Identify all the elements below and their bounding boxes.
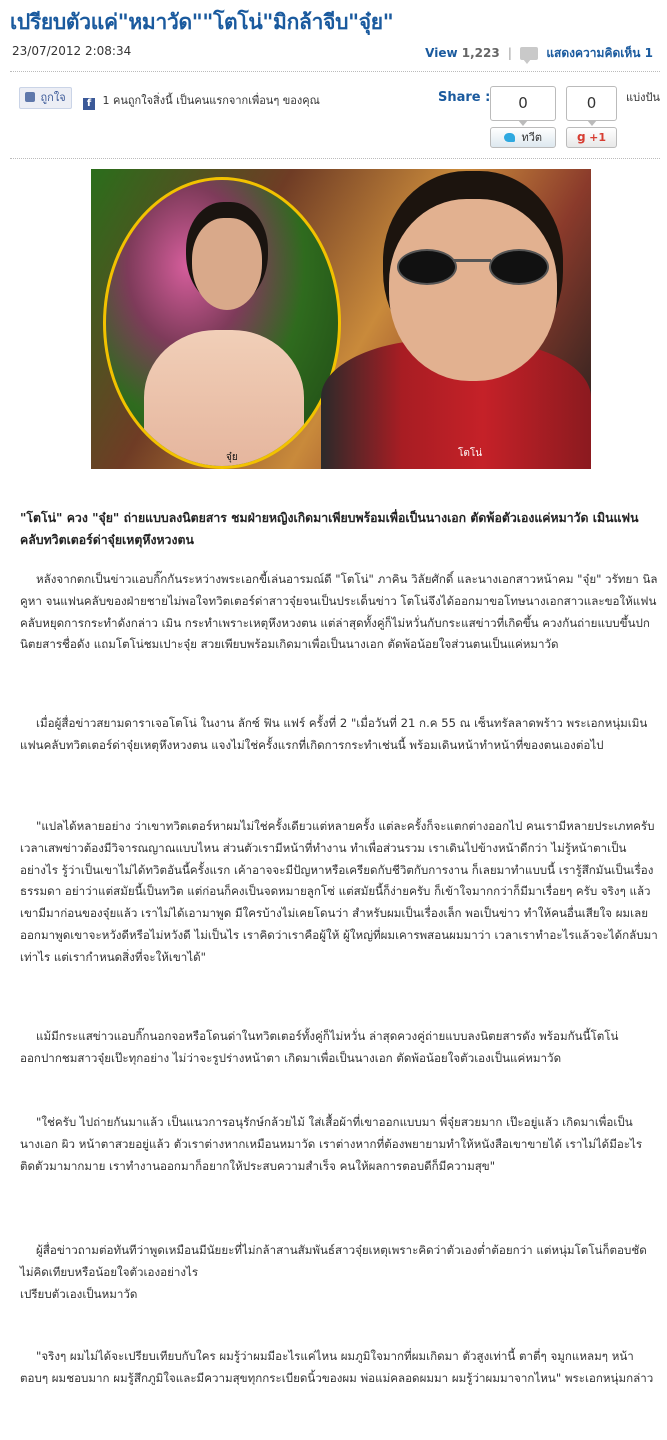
woman-dress — [144, 330, 304, 469]
woman-portrait-oval — [103, 177, 341, 469]
separator: | — [507, 46, 512, 60]
comments-link[interactable]: แสดงความคิดเห็น 1 — [546, 46, 653, 60]
tweet-count-box: 0 — [490, 86, 556, 121]
article-title: เปรียบตัวแค่"หมาวัด""โตโน่"มิกล้าจีบ"จุ๋ย" — [10, 10, 394, 34]
paragraph-6-subline: เปรียบตัวเองเป็นหมาวัด — [20, 1286, 138, 1301]
photo-caption-right: โตโน่ — [458, 448, 483, 459]
views-label: View — [425, 46, 458, 60]
tweet-button[interactable] — [490, 127, 556, 148]
paragraph-1: หลังจากตกเป็นข่าวแอบกิ๊กกันระหว่างพระเอกขี้เล่นอารมณ์ดี "โตโน่" ภาคิน วิลัยศักดิ์ และนางเอกสาวหน้าคม "จุ๋ย" วรัทยา นิลคูหา จนแฟนคลับของฝ่ายชายไม่พอใจทวิตเตอร์ด่าสาวจุ๋ยจนเป็นประเด็นข่าว โตโน่จึงได้ออกมาขอโทษนางเอกสาวและขอให้แฟนคลับหยุดการกระทำดังกล่าว เมิน กระทำเพราะเหตุหึงหวงตน แต่ล่าสุดทั้งคู่ก็ไม่หวั่นกับกระแสข่าวที่เกิดขึ้น ควงกันถ่ายแบบขึ้นปกนิตยสารชื่อดัง แถมโตโน่ชมเปาะจุ๋ย สวยเพียบพร้อมเกิดมาเพื่อเป็นนางเอก ตัดพ้อน้อยใจส่วนตนเป็นแค่หมาวัด — [20, 572, 658, 652]
gplus-button[interactable] — [566, 127, 617, 148]
gplus-count-box: 0 — [566, 86, 617, 121]
divider-social — [10, 158, 660, 159]
paragraph-5: "ใช่ครับ ไปถ่ายกันมาแล้ว เป็นแนวการอนุรักษ์กล้วยไม้ ใส่เสื้อผ้าที่เขาออกแบบมา พี่จุ๋ยสวยมาก เป๊ะอยู่แล้ว เกิดมาเพื่อเป็นนางเอก ผิว หน้าตาสวยอยู่แล้ว ตัวเราต่างหากเหมือนหมาวัด เราต่างหากที่ต้องพยายามทำให้หนังสือเขาขายได้ เราไม่ได้มีอะไรติดตัวมามากมาย เราทำงานออกมาก็อยากให้ประสบความสำเร็จ คนให้ผลการตอบดีก็มีความสุข" — [20, 1115, 643, 1173]
paragraph-2: เมื่อผู้สื่อข่าวสยามดาราเจอโตโน่ ในงาน ลักซ์ ฟิน แฟร์ ครั้งที่ 2 "เมื่อวันที่ 21 ก.ค 55 ณ เซ็นทรัลลาดพร้าว พระเอกหนุ่มเมินแฟนคลับทวิตเตอร์ด่าจุ๋ยเหตุหึงหวงตน แจงไม่ใช่ครั้งแรกที่เกิดการกระทำเช่นนี้ พร้อมเดินหน้าทำหน้าที่ของตนเองต่อไป — [20, 716, 648, 752]
paragraph-3: "แปลได้หลายอย่าง ว่าเขาทวิตเตอร์หาผมไม่ใช่ครั้งเดียวแต่หลายครั้ง แต่ละครั้งก็จะแตกต่างออกไป คนเรามีหลายประเภทครับ เวลาเสพข่าวต้องมีวิจารณญาณแบบไหน ส่วนตัวเรามีหน้าที่ทำงาน ทำเพื่อส่วนรวม เราเดินไปข้างหน้าดีกว่า ไม่รู้หน้าตาเป็นอย่างไร รู้ว่าเป็นเขาไม่ได้ทวิตอันนี้ครั้งแรก เค้าอาจจะมีปัญหาหรือเครียดกับชีวิตกับการงาน ก็เลยมาทำแบบนี้ เรารู้สึกมันเป็นเรื่องธรรมดา อย่าว่าแต่สมัยนี้เป็นทวิต แต่ก่อนก็คงเป็นจดหมายลูกโซ่ แต่สมัยนี้ก็ง่ายครับ ก็เข้าใจมากกว่าก็มีมาเรื่อยๆ ครับ จริงๆ แล้วเขามีมาก่อนของจุ๋ยแล้ว เราไม่ได้เอามาพูด มีใครบ้างไม่เคยโดนว่า สำหรับผมเป็นเรื่องเล็ก พอเป็นข่าว ทำให้คนอื่นเสียใจ ผมเลยออกมาพูดเขาจะหวังดีหรือไม่หวังดี ไม่เป็นไร เราคิดว่าเราคือผู้ให้ ผู้ใหญ่ที่ผมเคารพสอนผมมาว่า เวลาเราทำอะไรแล้วจะได้กลับมาเท่าไร แต่เรากำหนดสิ่งที่จะให้เขาได้" — [20, 819, 658, 964]
gplus-label: +1 — [589, 131, 606, 144]
gplus-icon: g — [577, 130, 586, 144]
paragraph-4: แม้มีกระแสข่าวแอบกิ๊กนอกจอหรือโดนด่าในทวิตเตอร์ทั้งคู่ก็ไม่หวั่น ล่าสุดควงคู่ถ่ายแบบลงนิตยสารดัง พร้อมกันนี้โตโน่ออกปากชมสาวจุ๋ยเป๊ะทุกอย่าง ไม่ว่าจะรูปร่างหน้าตา เกิดมาเพื่อเป็นนางเอก ตัดพ้อน้อยใจตัวเองเป็นแค่หมาวัด — [20, 1029, 619, 1065]
meta-row — [0, 44, 667, 66]
comment-icon — [520, 47, 538, 60]
sunglasses-icon — [397, 249, 547, 281]
paragraph-7: "จริงๆ ผมไม่ได้จะเปรียบเทียบกับใคร ผมรู้ว่าผมมีอะไรแค่ไหน ผมภูมิใจมากที่ผมเกิดมา ตัวสูงเท่านี้ ตาตี่ๆ จมูกแหลมๆ หน้าตอบๆ ผมชอบมาก ผมรู้สึกภูมิใจและมีความสุขทุกกระเบียดนิ้วของผม พ่อแม่คลอดผมมา ผมรู้ว่าผมมาจากไหน" พระเอกหนุ่มกล่าว — [20, 1349, 654, 1385]
bookmark-share-link[interactable]: แบ่งปัน — [626, 91, 660, 104]
like-label: ถูกใจ — [40, 91, 66, 104]
thumbs-up-icon — [25, 92, 35, 102]
like-count-text: 1 คนถูกใจสิ่งนี้ เป็นคนแรกจากเพื่อนๆ ของคุณ — [102, 94, 320, 107]
woman-face — [192, 218, 262, 310]
photo-caption-left: จุ๋ย — [226, 452, 238, 463]
views-count: 1,223 — [461, 46, 500, 60]
paragraph-6 — [20, 1240, 660, 1305]
man-face — [389, 199, 557, 381]
tweet-label: ทวีต — [521, 131, 543, 144]
twitter-bird-icon — [504, 133, 515, 142]
divider-top — [10, 71, 660, 72]
paragraph-6-text: ผู้สื่อข่าวถามต่อทันทีว่าพูดเหมือนมีนัยยะที่ไม่กล้าสานสัมพันธ์สาวจุ๋ยเหตุเพราะคิดว่าตัวเองต่ำต้อยกว่า แต่หนุ่มโตโน่ก็ตอบชัดไม่คิดเทียบหรือน้อยใจตัวเองอย่างไร — [20, 1243, 647, 1279]
facebook-like-text — [83, 91, 320, 110]
article-date: 23/07/2012 2:08:34 — [12, 44, 132, 58]
share-label: Share : — [438, 90, 491, 105]
facebook-like-button[interactable] — [19, 87, 72, 109]
article-photo — [91, 169, 591, 469]
view-stats — [425, 44, 653, 63]
facebook-icon: f — [83, 98, 95, 110]
article-lead: "โตโน่" ควง "จุ๋ย" ถ่ายแบบลงนิตยสาร ชมฝ่ายหญิงเกิดมาเพียบพร้อมเพื่อเป็นนางเอก ตัดพ้อตัวเองแค่หมาวัด เมินแฟนคลับทวิตเตอร์ด่าจุ๋ยเหตุหึงหวงตน — [20, 511, 639, 547]
